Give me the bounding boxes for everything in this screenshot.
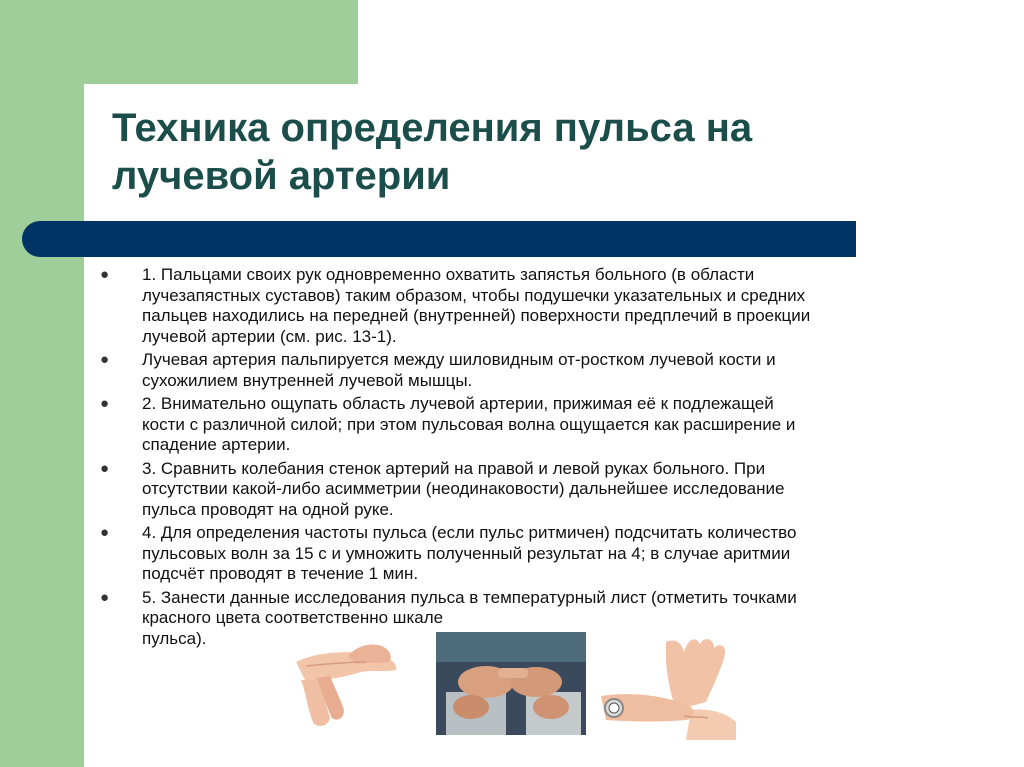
bullet-icon: ● (100, 351, 110, 368)
item-text: 2. Внимательно ощупать область лучевой артерии, прижимая её к подлежащей кости с различной силой; при этом пульсовая волна ощущается как расширение и спадение артерии. (142, 394, 796, 454)
bullet-icon: ● (100, 524, 110, 541)
item-text: 1. Пальцами своих рук одновременно охватить запястья больного (в области лучезапястных суставов) таким образом, чтобы подушечки указательных и средних пальцев находились на передней (внутренней) поверхности предплечий в проекции лучевой артерии (см. рис. 13-1). (142, 265, 811, 346)
list-item (100, 350, 950, 391)
item-text: 3. Сравнить колебания стенок артерий на правой и левой руках больного. При отсутствии какой-либо асимметрии (неодинаковости) дальнейшее исследование пульса проводят на одной руке. (142, 458, 785, 519)
title-underline-bar (22, 221, 856, 257)
item-text: 4. Для определения частоты пульса (если пульс ритмичен) подсчитать количество пульсовых волн за 15 с и умножить полученный результат на 4; в случае аритмии подсчёт проводят в течение 1 мин. (142, 523, 797, 583)
two-hands-wrist-photo (436, 632, 586, 735)
bullet-icon: ● (100, 588, 110, 606)
green-left-strip (0, 0, 84, 767)
bullet-list (100, 265, 950, 652)
hand-pulse-illustration (286, 632, 406, 732)
bullet-icon: ● (100, 266, 110, 283)
bullet-icon: ● (100, 459, 110, 477)
bullet-icon: ● (100, 395, 110, 412)
list-item (100, 523, 950, 585)
list-item (100, 265, 950, 347)
list-item (100, 394, 950, 456)
item-text: 5. Занести данные исследования пульса в температурный лист (отметить точками красного цвета соответственно шкале пульса). (142, 587, 797, 648)
hand-with-watch-illustration (596, 632, 746, 740)
item-text: Лучевая артерия пальпируется между шиловидным от-ростком лучевой кости и сухожилием внутренней лучевой мышцы. (142, 350, 776, 390)
list-item (100, 459, 950, 521)
slide-title: Техника определения пульса на лучевой артерии (112, 106, 753, 198)
